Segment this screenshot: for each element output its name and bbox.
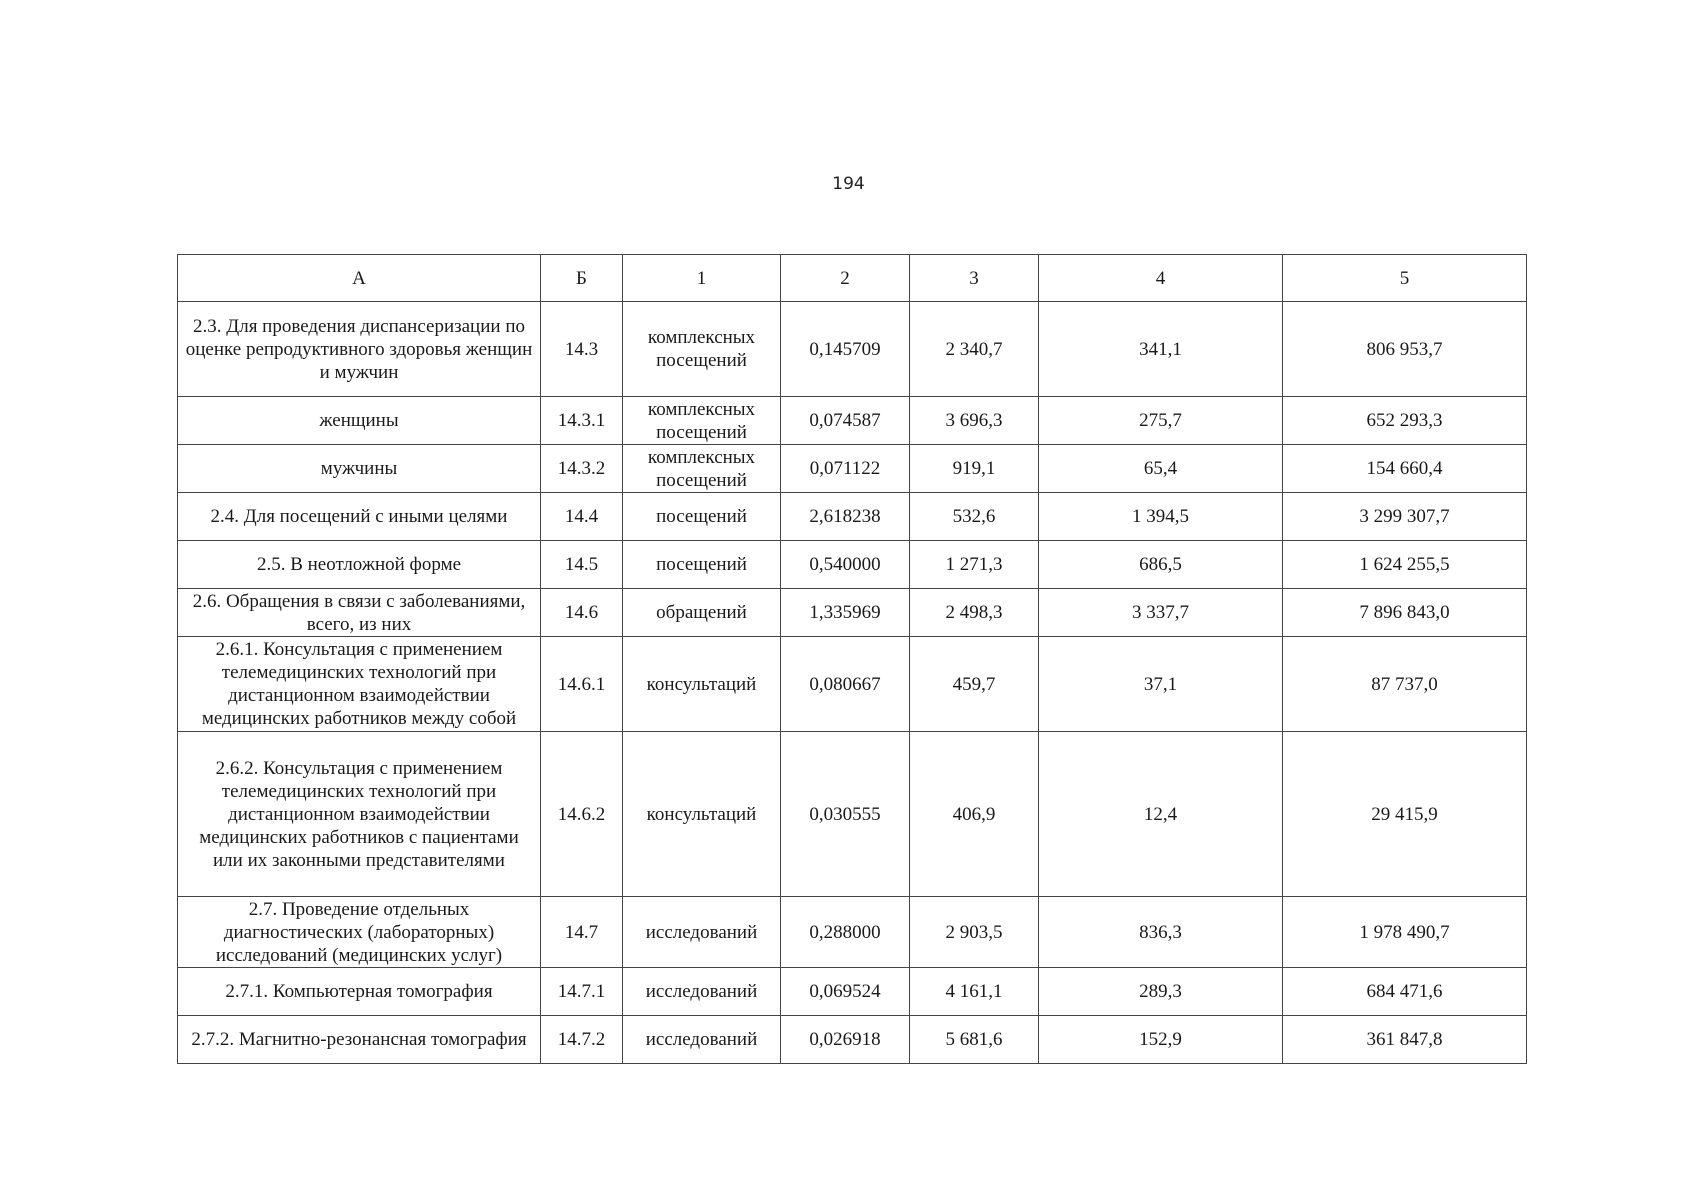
value-cell: 1 978 490,7 (1283, 897, 1527, 968)
unit-cell: посещений (623, 541, 781, 589)
value-cell: 341,1 (1039, 302, 1283, 397)
value-cell: 652 293,3 (1283, 397, 1527, 445)
row-name-cell: женщины (178, 397, 541, 445)
value-cell: 0,288000 (781, 897, 910, 968)
value-cell: 0,540000 (781, 541, 910, 589)
unit-cell: консультаций (623, 637, 781, 732)
value-cell: 2 340,7 (910, 302, 1039, 397)
header-cell: 1 (623, 255, 781, 302)
value-cell: 361 847,8 (1283, 1016, 1527, 1064)
value-cell: 806 953,7 (1283, 302, 1527, 397)
value-cell: 684 471,6 (1283, 968, 1527, 1016)
value-cell: 1 394,5 (1039, 493, 1283, 541)
value-cell: 87 737,0 (1283, 637, 1527, 732)
value-cell: 4 161,1 (910, 968, 1039, 1016)
row-name-cell: 2.7.1. Компьютерная томография (178, 968, 541, 1016)
table-row (178, 968, 1527, 1016)
table-row (178, 897, 1527, 968)
row-name-cell: 2.6.2. Консультация с применением телемедицинских технологий при дистанционном взаимодействии медицинских работников с пациентами или их законными представителями (178, 732, 541, 897)
row-name-cell: 2.7.2. Магнитно-резонансная томография (178, 1016, 541, 1064)
row-name-cell: 2.6. Обращения в связи с заболеваниями, всего, из них (178, 589, 541, 637)
table-row (178, 589, 1527, 637)
row-code-cell: 14.6.2 (541, 732, 623, 897)
value-cell: 1 624 255,5 (1283, 541, 1527, 589)
value-cell: 2 903,5 (910, 897, 1039, 968)
table-row (178, 732, 1527, 897)
value-cell: 406,9 (910, 732, 1039, 897)
value-cell: 0,026918 (781, 1016, 910, 1064)
value-cell: 1 271,3 (910, 541, 1039, 589)
value-cell: 37,1 (1039, 637, 1283, 732)
row-code-cell: 14.6 (541, 589, 623, 637)
value-cell: 289,3 (1039, 968, 1283, 1016)
value-cell: 154 660,4 (1283, 445, 1527, 493)
row-code-cell: 14.7.2 (541, 1016, 623, 1064)
table-row (178, 445, 1527, 493)
value-cell: 1,335969 (781, 589, 910, 637)
value-cell: 0,145709 (781, 302, 910, 397)
value-cell: 5 681,6 (910, 1016, 1039, 1064)
table-row (178, 637, 1527, 732)
value-cell: 152,9 (1039, 1016, 1283, 1064)
value-cell: 919,1 (910, 445, 1039, 493)
value-cell: 7 896 843,0 (1283, 589, 1527, 637)
table-row (178, 302, 1527, 397)
row-name-cell: мужчины (178, 445, 541, 493)
row-code-cell: 14.6.1 (541, 637, 623, 732)
row-code-cell: 14.3.2 (541, 445, 623, 493)
header-cell: 2 (781, 255, 910, 302)
table-row (178, 397, 1527, 445)
row-name-cell: 2.5. В неотложной форме (178, 541, 541, 589)
unit-cell: посещений (623, 493, 781, 541)
row-name-cell: 2.3. Для проведения диспансеризации по оценке репродуктивного здоровья женщин и мужчин (178, 302, 541, 397)
header-cell: Б (541, 255, 623, 302)
unit-cell: комплексных посещений (623, 302, 781, 397)
unit-cell: исследований (623, 1016, 781, 1064)
row-code-cell: 14.7.1 (541, 968, 623, 1016)
data-table (177, 254, 1527, 1064)
value-cell: 2 498,3 (910, 589, 1039, 637)
value-cell: 2,618238 (781, 493, 910, 541)
header-cell: 4 (1039, 255, 1283, 302)
value-cell: 532,6 (910, 493, 1039, 541)
value-cell: 0,069524 (781, 968, 910, 1016)
table-row (178, 541, 1527, 589)
table-row (178, 493, 1527, 541)
unit-cell: консультаций (623, 732, 781, 897)
value-cell: 12,4 (1039, 732, 1283, 897)
unit-cell: комплексных посещений (623, 445, 781, 493)
unit-cell: обращений (623, 589, 781, 637)
unit-cell: комплексных посещений (623, 397, 781, 445)
header-cell: 3 (910, 255, 1039, 302)
header-cell: А (178, 255, 541, 302)
value-cell: 3 337,7 (1039, 589, 1283, 637)
row-code-cell: 14.3 (541, 302, 623, 397)
unit-cell: исследований (623, 968, 781, 1016)
table-header-row (178, 255, 1527, 302)
page-number: 194 (832, 174, 865, 194)
row-code-cell: 14.5 (541, 541, 623, 589)
header-cell: 5 (1283, 255, 1527, 302)
row-code-cell: 14.4 (541, 493, 623, 541)
value-cell: 3 299 307,7 (1283, 493, 1527, 541)
value-cell: 275,7 (1039, 397, 1283, 445)
value-cell: 0,074587 (781, 397, 910, 445)
value-cell: 686,5 (1039, 541, 1283, 589)
value-cell: 836,3 (1039, 897, 1283, 968)
unit-cell: исследований (623, 897, 781, 968)
row-name-cell: 2.6.1. Консультация с применением телемедицинских технологий при дистанционном взаимодействии медицинских работников между собой (178, 637, 541, 732)
value-cell: 459,7 (910, 637, 1039, 732)
value-cell: 0,071122 (781, 445, 910, 493)
value-cell: 0,030555 (781, 732, 910, 897)
value-cell: 3 696,3 (910, 397, 1039, 445)
value-cell: 0,080667 (781, 637, 910, 732)
table-row (178, 1016, 1527, 1064)
value-cell: 65,4 (1039, 445, 1283, 493)
row-name-cell: 2.7. Проведение отдельных диагностических (лабораторных) исследований (медицинских услуг) (178, 897, 541, 968)
row-code-cell: 14.7 (541, 897, 623, 968)
row-code-cell: 14.3.1 (541, 397, 623, 445)
row-name-cell: 2.4. Для посещений с иными целями (178, 493, 541, 541)
value-cell: 29 415,9 (1283, 732, 1527, 897)
